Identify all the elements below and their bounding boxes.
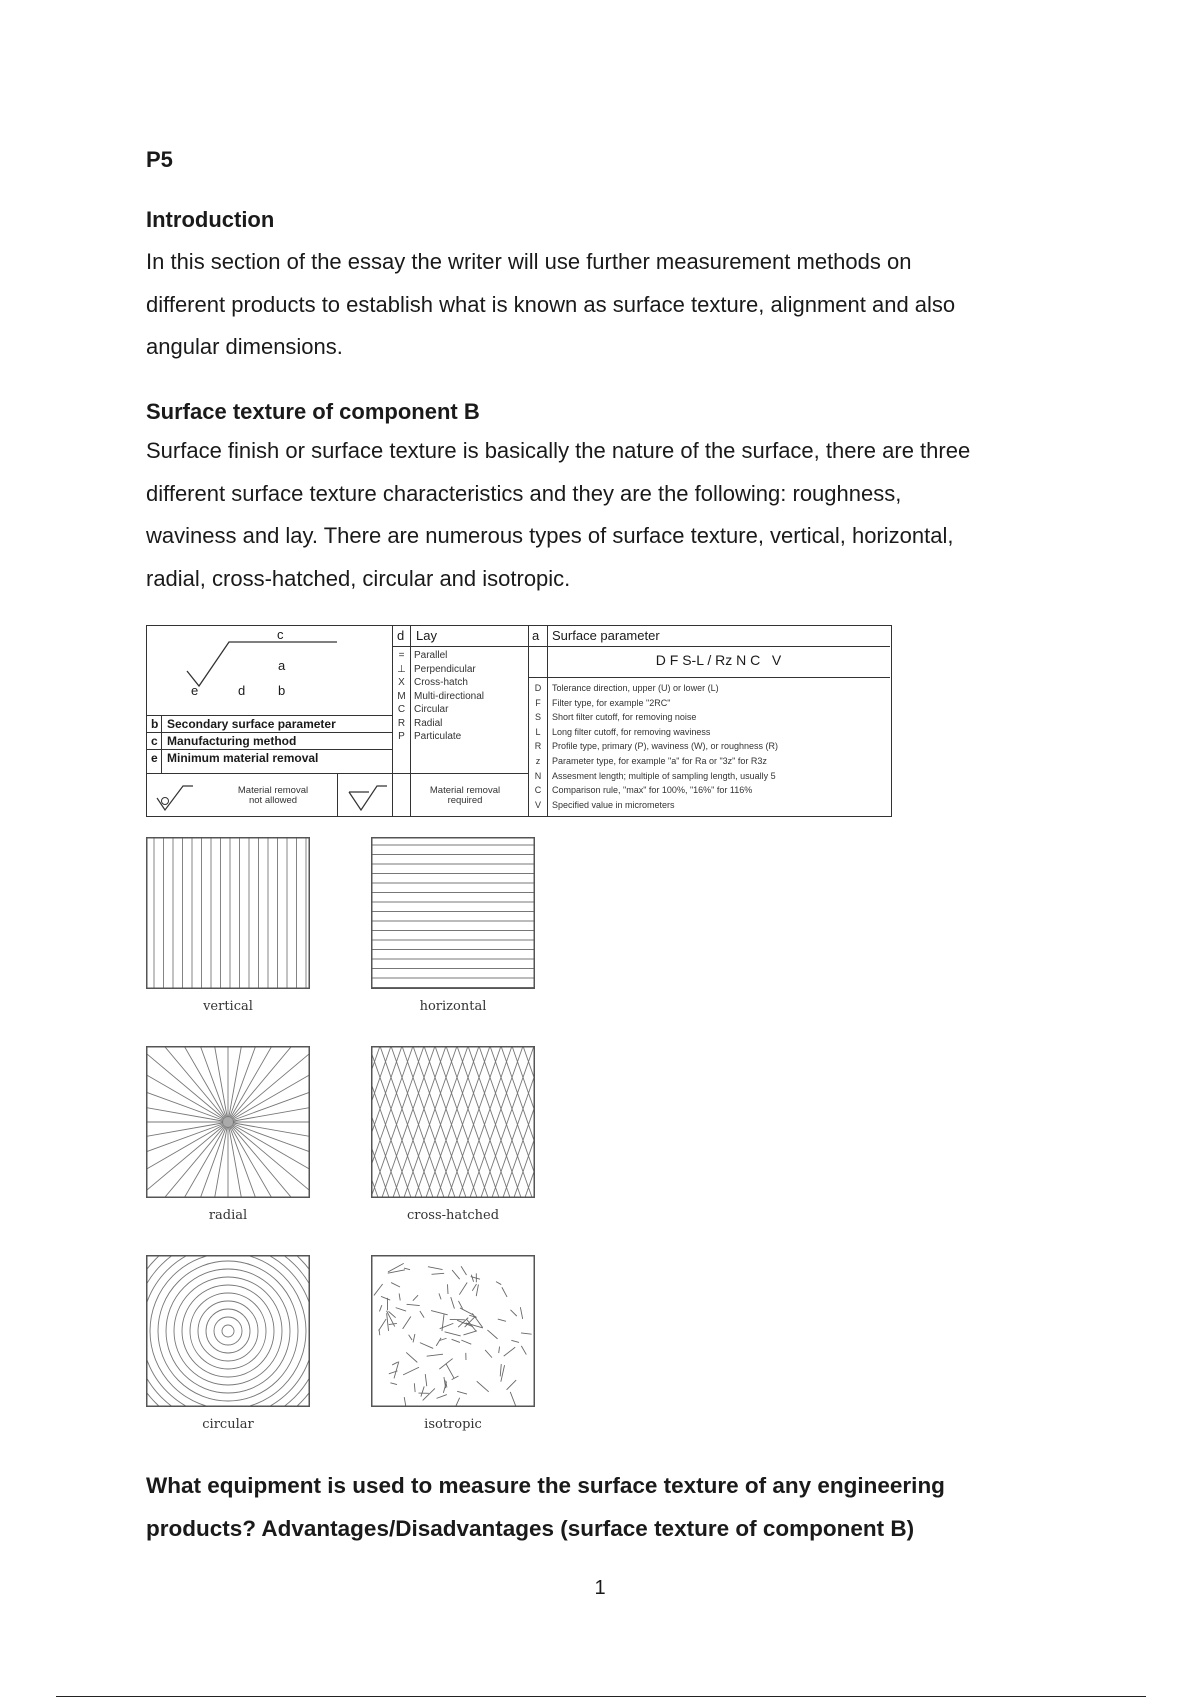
- lay-header: Lay: [416, 628, 437, 643]
- section-heading-p5: P5: [146, 147, 173, 172]
- param-keys: [529, 681, 547, 812]
- intro-line: angular dimensions.: [146, 334, 343, 359]
- table-divider: [147, 715, 392, 716]
- removal-not-allowed-icon: [153, 784, 193, 814]
- equipment-question: [146, 1465, 1076, 1550]
- param-header-key: a: [532, 628, 540, 643]
- param-key: z: [535, 755, 541, 766]
- lay-item: Particulate: [414, 731, 462, 742]
- surface-line: different surface texture characteristics and they are the following: roughness,: [146, 480, 902, 506]
- removal-required-label: Material removal required: [429, 785, 501, 806]
- param-key: C: [534, 785, 542, 796]
- surface-texture-paragraph: [146, 430, 1076, 600]
- symbol-label-b: b: [278, 683, 286, 698]
- surface-line: Surface finish or surface texture is basically the nature of the surface, there are three: [146, 438, 971, 463]
- lay-item: Perpendicular: [414, 663, 476, 675]
- cross-hatched-lay-pattern: [371, 1046, 535, 1198]
- pattern-caption-circular: circular: [202, 1417, 254, 1432]
- param-item: Short filter cutoff, for removing noise: [552, 712, 697, 723]
- radial-lay-pattern: [146, 1046, 310, 1198]
- param-item: Long filter cutoff, for removing waviness: [552, 726, 711, 737]
- param-formula: D F S-L / Rz N C V: [655, 652, 782, 668]
- lay-key: =: [398, 650, 405, 661]
- lay-key: P: [398, 731, 405, 742]
- symbol-label-c: c: [277, 627, 284, 642]
- param-key: F: [535, 697, 541, 708]
- table-divider: [528, 677, 890, 678]
- removal-required-icon: [347, 784, 387, 814]
- row-label: Secondary surface parameter: [167, 717, 336, 731]
- param-item: Assesment length; multiple of sampling length, usually 5: [552, 770, 776, 781]
- row-label: Manufacturing method: [167, 734, 297, 748]
- symbol-label-e: e: [191, 683, 199, 698]
- lay-key: X: [398, 677, 405, 688]
- row-key: c: [151, 734, 158, 748]
- param-item: Comparison rule, "max" for 100%, "16%" for 116%: [552, 785, 753, 796]
- pattern-caption-cross-hatched: cross-hatched: [406, 1208, 500, 1223]
- intro-line: In this section of the essay the writer will use further measurement methods on: [146, 249, 912, 274]
- surface-line: radial, cross-hatched, circular and isotropic.: [146, 565, 571, 591]
- param-key: R: [534, 741, 542, 752]
- param-key: D: [534, 683, 542, 693]
- row-key: b: [151, 717, 159, 731]
- table-divider: [161, 715, 162, 773]
- horizontal-lay-pattern: [371, 837, 535, 989]
- page-number: 1: [594, 1577, 606, 1599]
- param-key: L: [535, 726, 541, 737]
- param-header: Surface parameter: [552, 628, 660, 643]
- removal-not-allowed-label: Material removal not allowed: [237, 785, 309, 806]
- lay-header-key: d: [397, 628, 405, 643]
- lay-key: M: [397, 690, 406, 702]
- param-key: S: [534, 712, 541, 723]
- pattern-caption-isotropic: isotropic: [424, 1417, 482, 1432]
- param-item: Parameter type, for example "a" for Ra or "3z" for R3z: [552, 755, 767, 766]
- surface-symbol-table: [146, 625, 892, 817]
- param-key: N: [534, 770, 542, 781]
- table-divider: [147, 732, 392, 733]
- lay-items: [414, 649, 528, 744]
- lay-key: ⊥: [397, 663, 406, 675]
- table-divider: [410, 626, 411, 816]
- surface-texture-heading: Surface texture of component B: [146, 399, 480, 424]
- row-label: Minimum material removal: [167, 751, 319, 765]
- pattern-caption-vertical: vertical: [203, 999, 253, 1014]
- param-item: Specified value in micrometers: [552, 799, 675, 810]
- question-line: products? Advantages/Disadvantages (surface texture of component B): [146, 1515, 915, 1541]
- param-key: V: [534, 799, 541, 810]
- lay-item: Radial: [414, 717, 443, 729]
- intro-paragraph: [146, 241, 1076, 369]
- circular-lay-pattern: [146, 1255, 310, 1407]
- lay-key: R: [397, 717, 406, 729]
- param-item: Tolerance direction, upper (U) or lower (L): [552, 683, 719, 693]
- lay-item: Cross-hatch: [414, 677, 468, 688]
- table-divider: [337, 773, 338, 816]
- lay-item: Circular: [414, 704, 449, 715]
- symbol-label-d: d: [238, 683, 246, 698]
- row-key: e: [151, 751, 158, 765]
- pattern-caption-horizontal: horizontal: [419, 999, 487, 1014]
- surface-symbol-icon: [147, 626, 392, 715]
- question-line: What equipment is used to measure the surface texture of any engineering: [146, 1473, 945, 1498]
- table-divider: [392, 646, 547, 647]
- intro-heading: Introduction: [146, 207, 275, 232]
- param-item: Filter type, for example "2RC": [552, 697, 671, 708]
- footer-rule: [56, 1696, 1146, 1697]
- param-item: Profile type, primary (P), waviness (W), or roughness (R): [552, 741, 779, 752]
- table-divider: [147, 749, 392, 750]
- param-items: [552, 681, 888, 812]
- lay-item: Parallel: [414, 650, 448, 661]
- pattern-caption-radial: radial: [208, 1208, 248, 1223]
- intro-line: different products to establish what is known as surface texture, alignment and also: [146, 291, 956, 317]
- lay-item: Multi-directional: [414, 690, 485, 702]
- vertical-lay-pattern: [146, 837, 310, 989]
- isotropic-lay-pattern: [371, 1255, 535, 1407]
- surface-line: waviness and lay. There are numerous types of surface texture, vertical, horizontal,: [146, 523, 954, 548]
- symbol-label-a: a: [278, 658, 286, 673]
- lay-keys: [393, 649, 410, 744]
- table-divider: [547, 646, 890, 647]
- lay-key: C: [397, 704, 406, 715]
